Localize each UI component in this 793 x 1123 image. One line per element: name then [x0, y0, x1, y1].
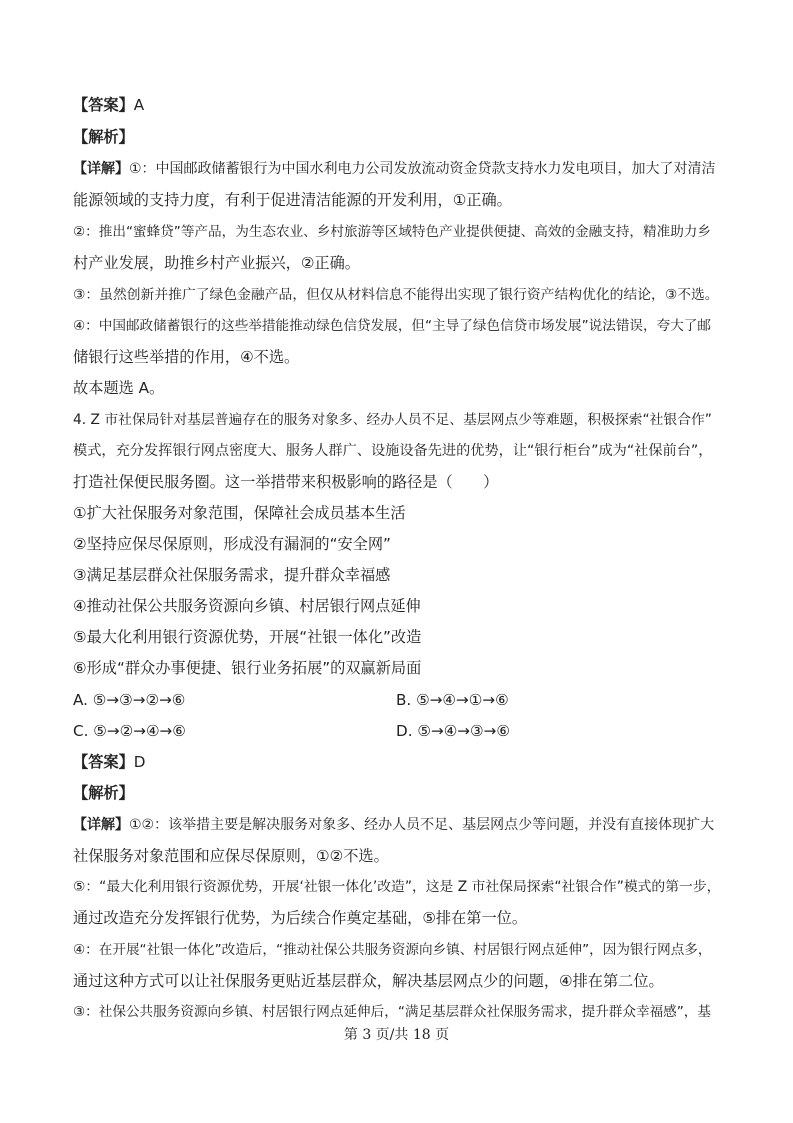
q3-detail-line-4: 村产业发展，助推乡村产业振兴，②正确。 — [73, 254, 360, 272]
q4-item-4: ④推动社保公共服务资源向乡镇、村居银行网点延伸 — [73, 597, 421, 615]
q4-detail-line-1: 【详解】①②：该举措主要是解决服务对象多、经办人员不足、基层网点少等问题，并没有直接体现扩大 — [73, 817, 715, 833]
q4-detail-line-6: 通过这种方式可以让社保服务更贴近基层群众，解决基层网点少的问题，④排在第二位。 — [73, 972, 664, 990]
q3-detail-line-7: 储银行这些举措的作用，④不选。 — [73, 348, 300, 366]
q4-item-3: ③满足基层群众社保服务需求，提升群众幸福感 — [73, 566, 391, 584]
q4-stem-line-1: 4. Z 市社保局针对基层普遍存在的服务对象多、经办人员不足、基层网点少等难题，积极探索“社银合作” — [73, 412, 712, 428]
analysis-label: 【解析】 — [73, 784, 134, 802]
q4-item-6: ⑥形成“群众办事便捷、银行业务拓展”的双赢新局面 — [73, 659, 422, 677]
q3-detail-line-6: ④：中国邮政储蓄银行的这些举措能推动绿色信贷发展，但“主导了绿色信贷市场发展”说法错误，夸大了邮 — [73, 318, 711, 334]
answer-value: A — [133, 96, 145, 114]
q4-stem-line-2: 模式，充分发挥银行网点密度大、服务人群广、设施设备先进的优势，让“银行柜台”成为“社保前台”， — [73, 443, 713, 459]
q3-detail-line-5: ③：虽然创新并推广了绿色金融产品，但仅从材料信息不能得出实现了银行资产结构优化的结论，③不选。 — [73, 287, 719, 303]
q4-detail-line-7: ③：社保公共服务资源向乡镇、村居银行网点延伸后，“满足基层群众社保服务需求，提升群众幸福感”，基 — [73, 1004, 711, 1020]
q4-item-5: ⑤最大化利用银行资源优势，开展“社银一体化”改造 — [73, 628, 422, 646]
answer-label: 【答案】 — [73, 753, 134, 771]
option-c: C. ⑤→②→④→⑥ — [73, 722, 186, 740]
q3-detail-line-1: 【详解】①：中国邮政储蓄银行为中国水利电力公司发放流动资金贷款支持水力发电项目，加大了对清洁 — [73, 161, 716, 177]
q3-conclusion: 故本题选 A。 — [73, 379, 165, 397]
q3-answer-line — [73, 95, 144, 115]
option-d: D. ⑤→④→③→⑥ — [396, 722, 510, 740]
q3-detail-line-2: 能源领域的支持力度，有利于促进清洁能源的开发利用，①正确。 — [73, 191, 512, 209]
page-footer: 第 3 页/共 18 页 — [343, 1027, 450, 1043]
q4-item-1: ①扩大社保服务对象范围，保障社会成员基本生活 — [73, 504, 406, 522]
q4-detail-line-3: ⑤：“最大化利用银行资源优势，开展‘社银一体化’改造”，这是 Z 市社保局探索“社银合作”模式的第一步， — [73, 879, 721, 895]
answer-value: D — [133, 753, 146, 771]
answer-label: 【答案】 — [73, 96, 134, 114]
detail-label: 【详解】 — [73, 161, 129, 177]
q4-stem-line-3: 打造社保便民服务圈。这一举措带来积极影响的路径是（ ） — [73, 473, 499, 491]
detail-label: 【详解】 — [73, 817, 129, 833]
option-a: A. ⑤→③→②→⑥ — [73, 691, 186, 709]
q4-detail-line-5: ④：在开展“社银一体化”改造后，“推动社保公共服务资源向乡镇、村居银行网点延伸”，因为银行网点多， — [73, 942, 712, 958]
q4-detail-line-2: 社保服务对象范围和应保尽保原则，①②不选。 — [73, 847, 389, 865]
analysis-label: 【解析】 — [73, 128, 134, 146]
q4-answer-line — [73, 752, 145, 772]
q4-detail-line-4: 通过改造充分发挥银行优势，为后续合作奠定基础，⑤排在第一位。 — [73, 909, 528, 927]
q4-item-2: ②坚持应保尽保原则，形成没有漏洞的“安全网” — [73, 535, 391, 553]
q3-detail-line-3: ②：推出“蜜蜂贷”等产品，为生态农业、乡村旅游等区域特色产业提供便捷、高效的金融支持，精准助力乡 — [73, 224, 711, 240]
option-b: B. ⑤→④→①→⑥ — [396, 691, 509, 709]
